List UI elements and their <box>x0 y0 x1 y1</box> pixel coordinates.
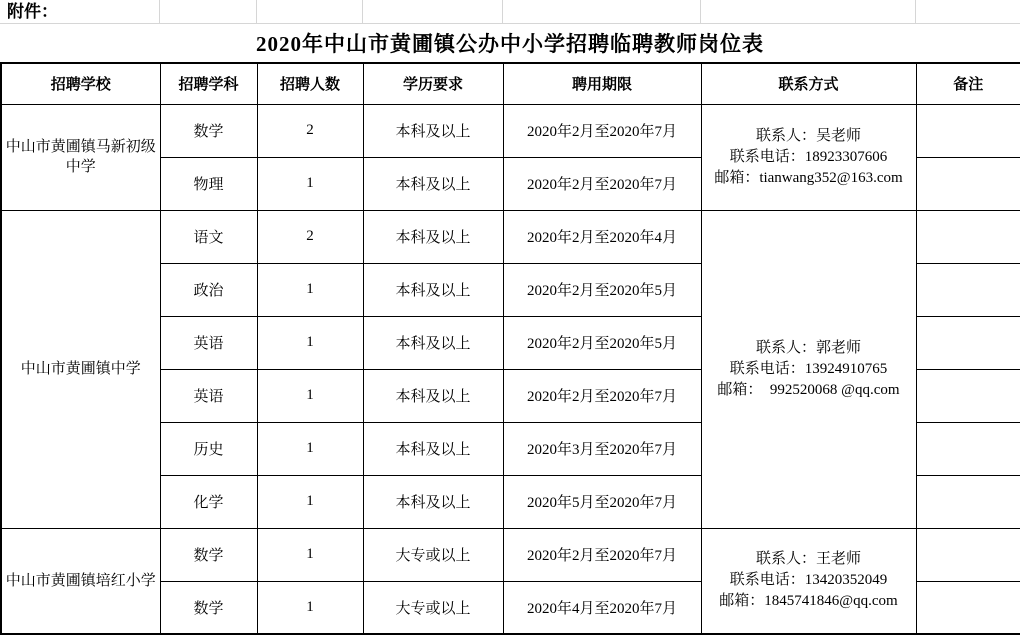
count-cell: 1 <box>257 369 363 422</box>
table-row <box>1 528 1020 581</box>
education-cell: 本科及以上 <box>363 104 503 157</box>
count-cell: 1 <box>257 581 363 634</box>
gridline <box>700 0 701 24</box>
subject-cell: 政治 <box>160 263 257 316</box>
education-cell: 本科及以上 <box>363 369 503 422</box>
education-cell: 本科及以上 <box>363 316 503 369</box>
header-cell-count: 招聘人数 <box>257 63 363 104</box>
education-cell: 大专或以上 <box>363 528 503 581</box>
period-cell: 2020年2月至2020年7月 <box>503 157 701 210</box>
contact-person: 联系人：王老师 <box>755 551 861 568</box>
period-cell: 2020年2月至2020年7月 <box>503 369 701 422</box>
remark-cell <box>916 157 1020 210</box>
table-row <box>1 210 1020 263</box>
contact-person: 联系人：郭老师 <box>755 339 861 356</box>
remark-cell <box>916 475 1020 528</box>
period-cell: 2020年5月至2020年7月 <box>503 475 701 528</box>
education-cell: 本科及以上 <box>363 157 503 210</box>
gridline <box>915 0 916 24</box>
remark-cell <box>916 581 1020 634</box>
contact-cell <box>701 210 916 528</box>
count-cell: 2 <box>257 210 363 263</box>
education-cell: 本科及以上 <box>363 475 503 528</box>
education-cell: 本科及以上 <box>363 263 503 316</box>
count-cell: 2 <box>257 104 363 157</box>
period-cell: 2020年2月至2020年5月 <box>503 316 701 369</box>
subject-cell: 语文 <box>160 210 257 263</box>
subject-cell: 英语 <box>160 369 257 422</box>
subject-cell: 数学 <box>160 104 257 157</box>
contact-person: 联系人：吴老师 <box>755 127 861 144</box>
subject-cell: 历史 <box>160 422 257 475</box>
subject-cell: 英语 <box>160 316 257 369</box>
remark-cell <box>916 263 1020 316</box>
header-cell-remark: 备注 <box>916 63 1020 104</box>
period-cell: 2020年2月至2020年5月 <box>503 263 701 316</box>
period-cell: 2020年2月至2020年7月 <box>503 528 701 581</box>
period-cell: 2020年2月至2020年4月 <box>503 210 701 263</box>
education-cell: 本科及以上 <box>363 210 503 263</box>
count-cell: 1 <box>257 475 363 528</box>
header-cell-education: 学历要求 <box>363 63 503 104</box>
contact-email: 邮箱：tianwang352@163.com <box>714 169 903 186</box>
remark-cell <box>916 104 1020 157</box>
education-cell: 大专或以上 <box>363 581 503 634</box>
subject-cell: 物理 <box>160 157 257 210</box>
count-cell: 1 <box>257 422 363 475</box>
school-name-cell: 中山市黄圃镇中学 <box>1 210 160 528</box>
education-cell: 本科及以上 <box>363 422 503 475</box>
header-cell-school: 招聘学校 <box>1 63 160 104</box>
attachment-label: 附件： <box>7 2 58 21</box>
contact-email: 邮箱：1845741846@qq.com <box>719 593 898 610</box>
subject-cell: 数学 <box>160 528 257 581</box>
positions-table <box>0 62 1020 635</box>
period-cell: 2020年2月至2020年7月 <box>503 104 701 157</box>
gridline <box>256 0 257 24</box>
school-name-cell: 中山市黄圃镇培红小学 <box>1 528 160 634</box>
period-cell: 2020年3月至2020年7月 <box>503 422 701 475</box>
remark-cell <box>916 528 1020 581</box>
count-cell: 1 <box>257 528 363 581</box>
gridline <box>362 0 363 24</box>
gridline <box>159 0 160 24</box>
remark-cell <box>916 210 1020 263</box>
school-name-cell: 中山市黄圃镇马新初级中学 <box>1 104 160 210</box>
subject-cell: 数学 <box>160 581 257 634</box>
header-cell-period: 聘用期限 <box>503 63 701 104</box>
sheet-top-strip <box>0 0 1020 24</box>
header-cell-subject: 招聘学科 <box>160 63 257 104</box>
table-row <box>1 104 1020 157</box>
subject-cell: 化学 <box>160 475 257 528</box>
page-title: 2020年中山市黄圃镇公办中小学招聘临聘教师岗位表 <box>256 32 764 56</box>
remark-cell <box>916 316 1020 369</box>
contact-phone: 联系电话：18923307606 <box>729 148 888 165</box>
contact-phone: 联系电话：13924910765 <box>729 360 888 377</box>
period-cell: 2020年4月至2020年7月 <box>503 581 701 634</box>
contact-cell <box>701 528 916 634</box>
count-cell: 1 <box>257 316 363 369</box>
header-cell-contact: 联系方式 <box>701 63 916 104</box>
count-cell: 1 <box>257 263 363 316</box>
remark-cell <box>916 369 1020 422</box>
gridline <box>502 0 503 24</box>
contact-email: 邮箱： 992520068 @qq.com <box>717 381 900 398</box>
contact-cell <box>701 104 916 210</box>
remark-cell <box>916 422 1020 475</box>
header-row <box>1 63 1020 104</box>
contact-phone: 联系电话：13420352049 <box>729 572 888 589</box>
count-cell: 1 <box>257 157 363 210</box>
